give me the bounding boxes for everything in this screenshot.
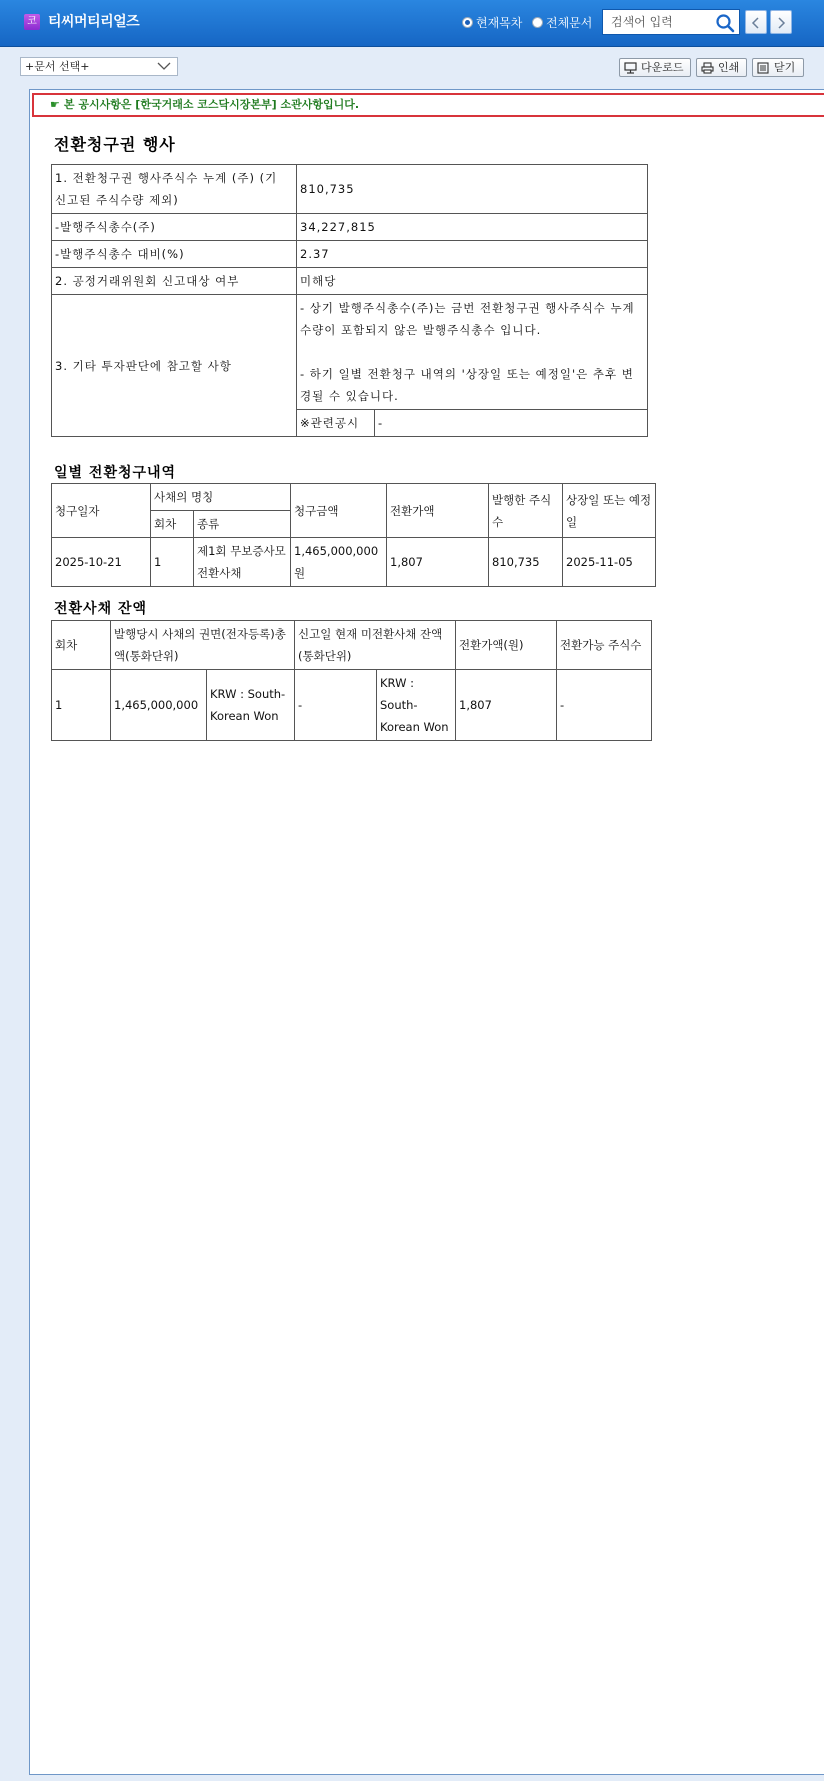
radio-current-section[interactable] (462, 14, 522, 31)
document-close-icon (757, 62, 769, 74)
table-row (52, 214, 648, 241)
header-conversion-price: 전환가액(원) (456, 621, 557, 670)
header-conversion-price: 전환가액 (387, 484, 489, 538)
search-box (602, 9, 740, 35)
table-cell-label: -발행주식총수 대비(%) (52, 241, 297, 268)
table-header-row (52, 484, 656, 511)
market-logo-icon: 코 (24, 14, 40, 30)
note-total-shares: - 상기 발행주식총수(주)는 금번 전환청구권 행사주식수 누계 수량이 포함되지 않은 발행주식총수 입니다. (300, 301, 635, 337)
cell-convertible-shares: - (557, 670, 652, 741)
cell-claim-date: 2025-10-21 (52, 538, 151, 587)
header-round: 회차 (151, 511, 194, 538)
table-cell-value: 2.37 (297, 241, 648, 268)
notice-suffix: 소관사항입니다. (276, 98, 360, 111)
company-name: 티씨머티리얼즈 (48, 14, 140, 30)
table-cell-value: 810,735 (297, 165, 648, 214)
related-disclosure-label: ※관련공시 (297, 410, 375, 437)
radio-current-label: 현재목차 (476, 16, 523, 30)
section-title-conversion-exercise: 전환청구권 행사 (54, 135, 176, 154)
table-cell-label: 2. 공정거래위원회 신고대상 여부 (52, 268, 297, 295)
document-select-value: +문서 선택+ (25, 60, 90, 73)
cell-remaining-amount: - (295, 670, 377, 741)
daily-claims-table (51, 483, 656, 587)
header-remaining-balance: 신고일 현재 미전환사채 잔액 (통화단위) (295, 621, 456, 670)
close-button[interactable] (752, 58, 804, 77)
table-row (52, 241, 648, 268)
related-disclosure-value: - (375, 410, 648, 437)
chevron-left-icon (751, 17, 761, 29)
chevron-down-icon (157, 62, 171, 71)
monitor-download-icon (624, 62, 637, 74)
header-kind: 종류 (194, 511, 291, 538)
print-label: 인쇄 (718, 61, 740, 74)
search-input[interactable] (603, 10, 727, 34)
cell-face-amount: 1,465,000,000 (111, 670, 207, 741)
table-row (52, 268, 648, 295)
table-header-row (52, 621, 652, 670)
note-listing-date: - 하기 일별 전환청구 내역의 '상장일 또는 예정일'은 추후 변경될 수 있습니다. (300, 367, 634, 403)
chevron-right-icon (776, 17, 786, 29)
pointing-hand-icon: ☛ (50, 98, 60, 111)
search-icon[interactable] (715, 13, 735, 33)
cell-round: 1 (52, 670, 111, 741)
header-convertible-shares: 전환가능 주식수 (557, 621, 652, 670)
prev-button[interactable] (745, 10, 767, 34)
table-row (52, 165, 648, 214)
conversion-exercise-table (51, 164, 648, 437)
cell-round: 1 (151, 538, 194, 587)
download-label: 다운로드 (641, 61, 684, 74)
print-button[interactable] (696, 58, 747, 77)
radio-whole-document[interactable] (532, 14, 592, 31)
note-spacer (300, 341, 644, 363)
table-cell-label: -발행주식총수(주) (52, 214, 297, 241)
top-header-bar (0, 0, 824, 47)
cell-listing-date: 2025-11-05 (563, 538, 656, 587)
jurisdiction-notice (32, 93, 824, 117)
table-row (52, 538, 656, 587)
header-round: 회차 (52, 621, 111, 670)
table-cell-label: 3. 기타 투자판단에 참고할 사항 (52, 295, 297, 437)
cell-conversion-price: 1,807 (456, 670, 557, 741)
cb-balance-table (51, 620, 652, 741)
download-button[interactable] (619, 58, 691, 77)
header-issued-shares: 발행한 주식수 (489, 484, 563, 538)
next-button[interactable] (770, 10, 792, 34)
cell-kind: 제1회 무보증사모 전환사채 (194, 538, 291, 587)
cell-conversion-price: 1,807 (387, 538, 489, 587)
table-cell-value: 34,227,815 (297, 214, 648, 241)
header-bond-name: 사채의 명칭 (151, 484, 291, 511)
radio-dot-selected[interactable] (462, 17, 473, 28)
table-row (52, 295, 648, 410)
notice-market: [한국거래소 코스닥시장본부] (135, 98, 277, 111)
table-cell-value: 미해당 (297, 268, 648, 295)
cell-remaining-currency: KRW : South-Korean Won (377, 670, 456, 741)
table-row (52, 670, 652, 741)
header-claim-date: 청구일자 (52, 484, 151, 538)
cell-face-currency: KRW : South-Korean Won (207, 670, 295, 741)
cell-issued-shares: 810,735 (489, 538, 563, 587)
notice-prefix: 본 공시사항은 (63, 98, 136, 111)
section-title-cb-balance: 전환사채 잔액 (54, 601, 148, 617)
table-cell-label: 1. 전환청구권 행사주식수 누계 (주) (기 신고된 주식수량 제외) (52, 165, 297, 214)
printer-icon (701, 62, 714, 74)
radio-all-label: 전체문서 (546, 16, 593, 30)
close-label: 닫기 (774, 61, 796, 74)
cell-claim-amount: 1,465,000,000원 (291, 538, 387, 587)
header-listing-date: 상장일 또는 예정일 (563, 484, 656, 538)
radio-dot[interactable] (532, 17, 543, 28)
header-claim-amount: 청구금액 (291, 484, 387, 538)
header-face-amount: 발행당시 사채의 권면(전자등록)총액(통화단위) (111, 621, 295, 670)
table-cell-notes (297, 295, 648, 410)
document-select[interactable] (20, 57, 178, 76)
section-title-daily-claims: 일별 전환청구내역 (54, 465, 177, 481)
